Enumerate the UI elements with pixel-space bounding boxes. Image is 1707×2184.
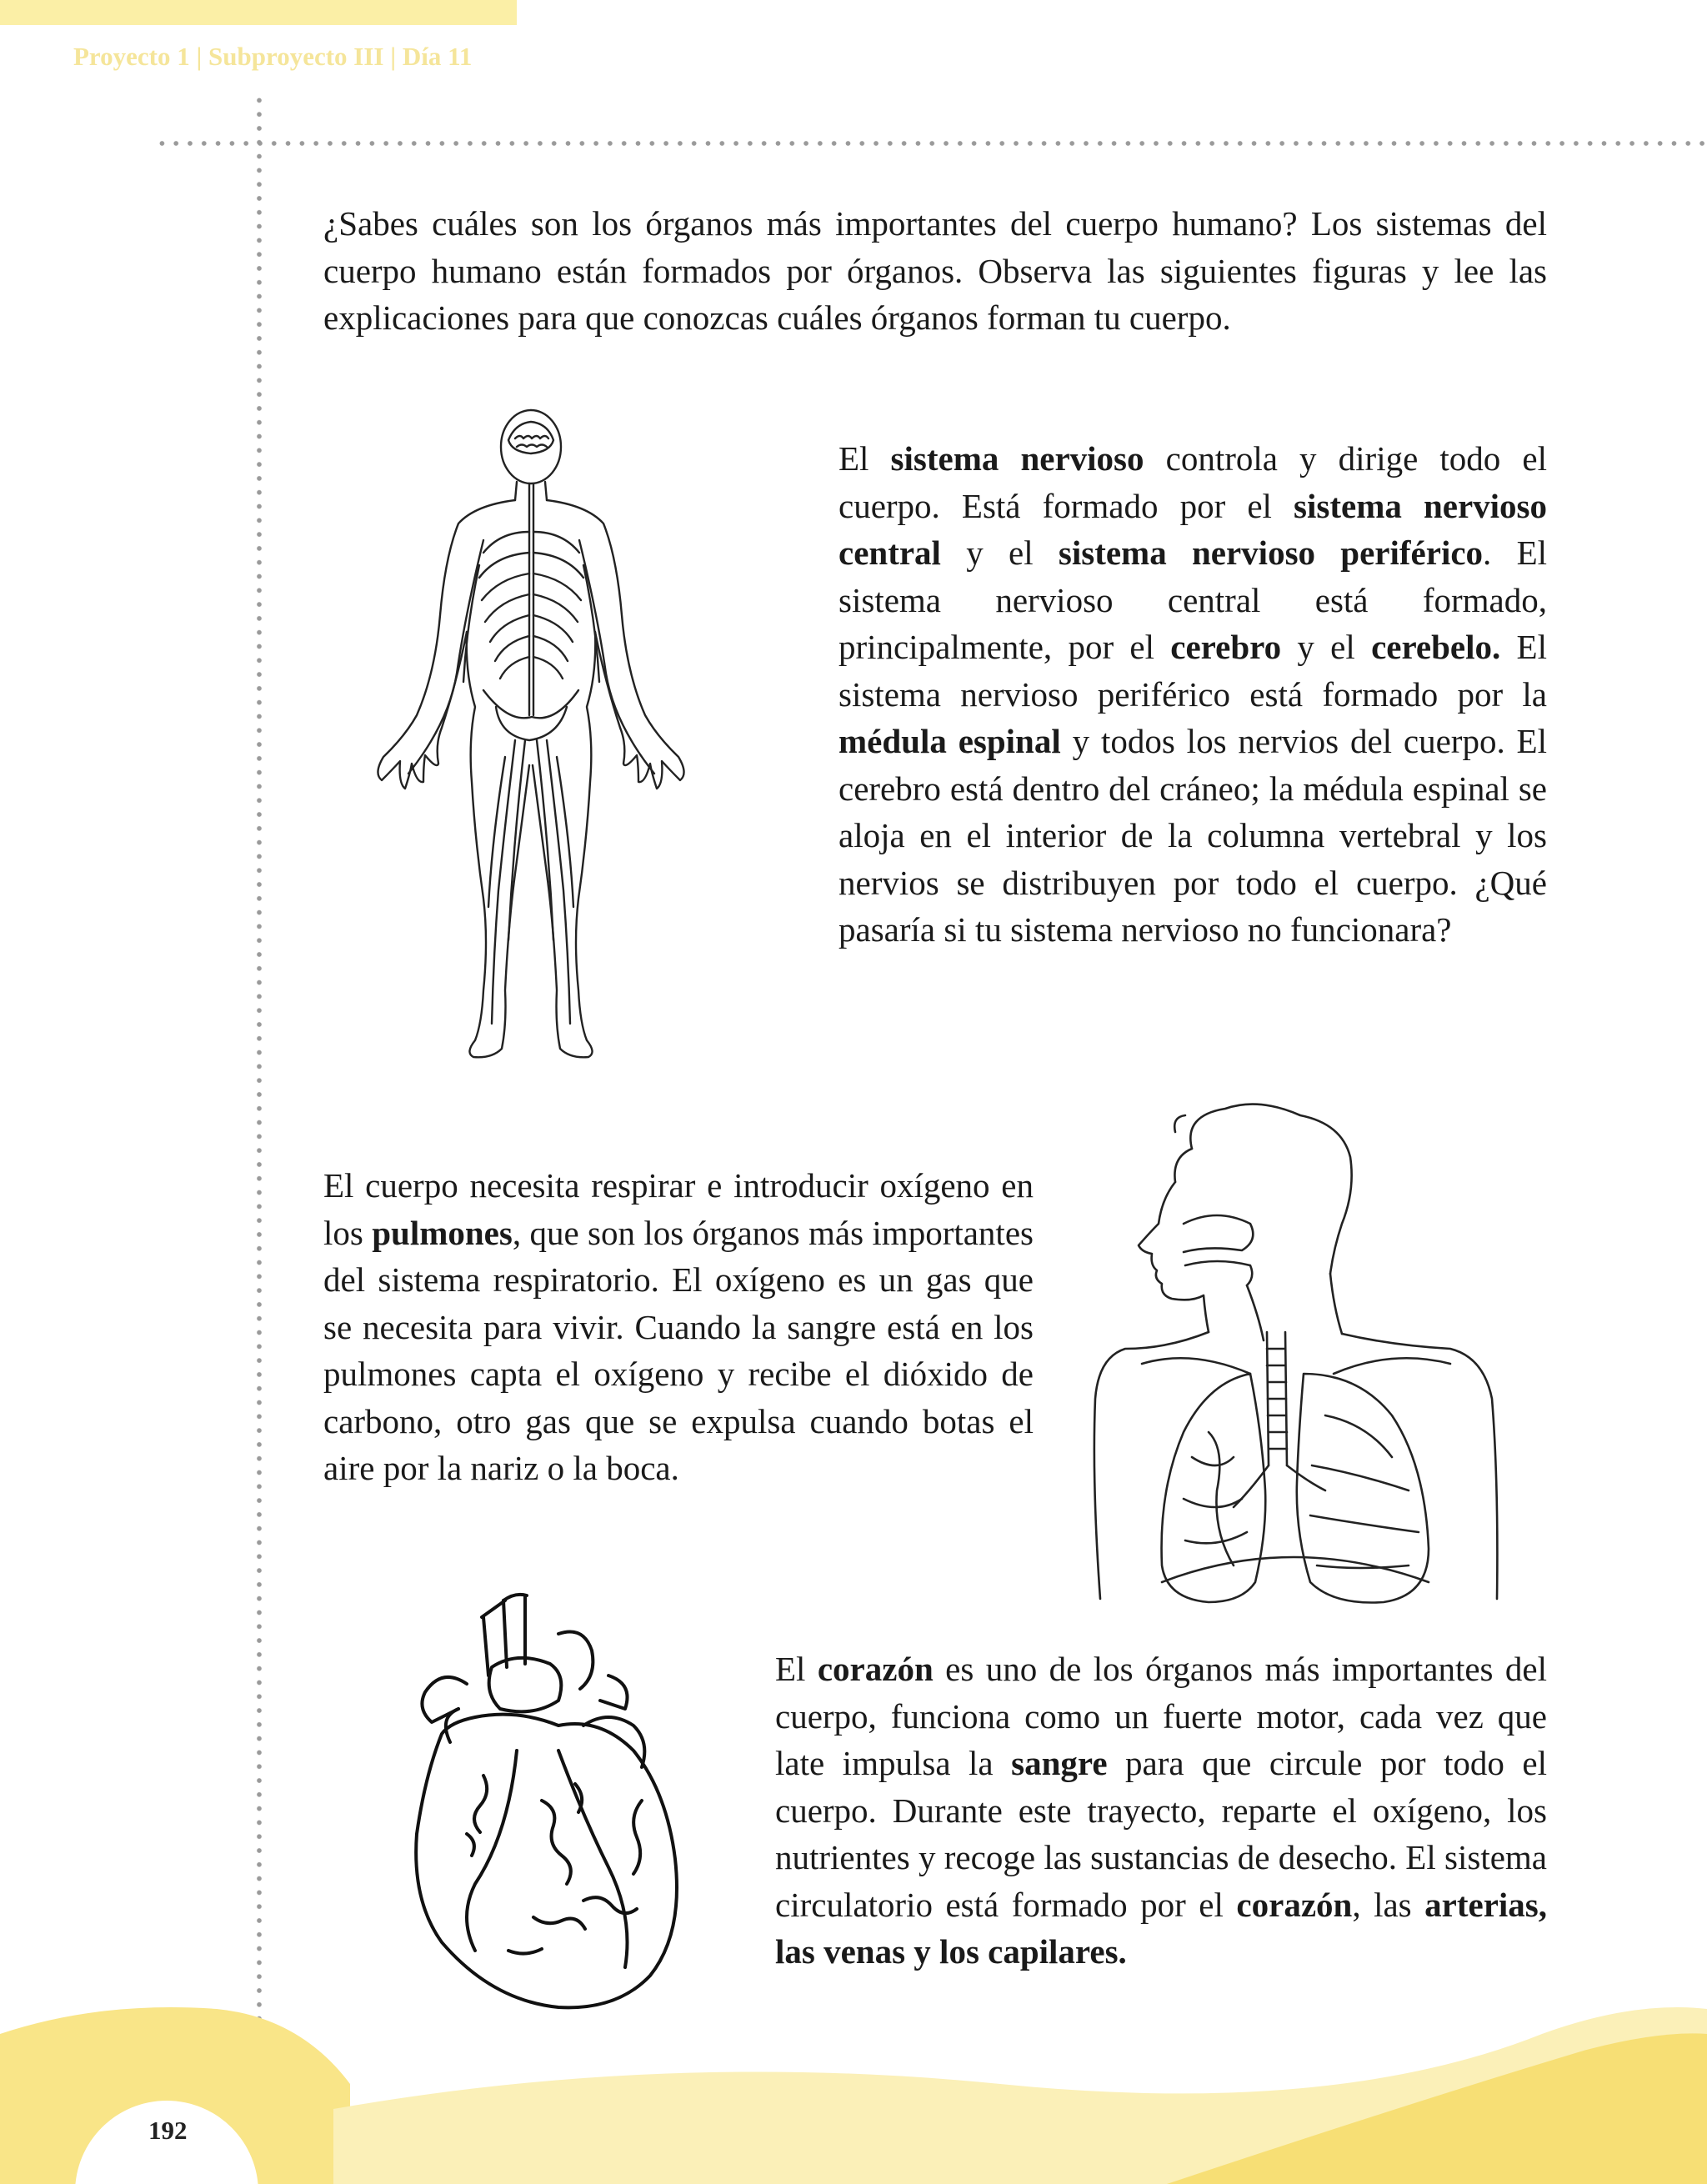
heart-illustration <box>392 1584 692 2017</box>
term-sistema-nervioso-central: sistema nervioso central <box>838 486 1547 572</box>
term-cerebro: cerebro <box>1170 628 1282 666</box>
term-corazon-2: corazón <box>1236 1885 1353 1924</box>
footer-wave-decoration <box>0 1984 1707 2184</box>
intro-paragraph: ¿Sabes cuáles son los órganos más importantes del cuerpo humano? Los sistemas del cuerpo humano están formados por órganos. Observa las siguientes figuras y lee las explicaciones para que conozcas cuáles órganos forman tu cuerpo. <box>323 204 1547 337</box>
term-sistema-nervioso-periferico: sistema nervioso periférico <box>1058 533 1484 572</box>
horizontal-dotted-rule <box>155 140 1707 147</box>
term-cerebelo: cerebelo. <box>1371 628 1501 666</box>
term-sistema-nervioso: sistema nervioso <box>890 439 1144 478</box>
running-header: Proyecto 1 | Subproyecto III | Día 11 <box>73 42 473 71</box>
page-number: 192 <box>148 2116 188 2145</box>
heart-paragraph: El corazón es uno de los órganos más importantes del cuerpo, funciona como un fuerte motor, cada vez que late impulsa la sangre para que circule por todo el cuerpo. Durante este trayecto, reparte el oxígeno, los nutrientes y recoge las sustancias de desecho. El sistema circulatorio está formado por el corazón, las arterias, las venas y los capilares. <box>775 1650 1548 1971</box>
vertical-dotted-rule <box>256 93 263 2061</box>
nervous-system-paragraph: El sistema nervioso controla y dirige todo el cuerpo. Está formado por el sistema nervioso central y el sistema nervioso periférico. El sistema nervioso central está formado, principalmente, por el cerebro y el cerebelo. El sistema nervioso periférico está formado por la médula espinal y todos los nervios del cuerpo. El cerebro está dentro del cráneo; la médula espinal se aloja en el interior de la columna vertebral y los nervios se distribuyen por todo el cuerpo. ¿Qué pasaría si tu sistema nervioso no funcionara? <box>838 439 1547 949</box>
respiratory-system-paragraph: El cuerpo necesita respirar e introducir oxígeno en los pulmones, que son los órganos más importantes del sistema respiratorio. El oxígeno es un gas que se necesita para vivir. Cuando la sangre está en los pulmones capta el oxígeno y recibe el dióxido de carbono, otro gas que se expulsa cuando botas el aire por la nariz o la boca. <box>323 1166 1034 1487</box>
term-pulmones: pulmones <box>372 1213 513 1252</box>
term-arterias-venas-capilares: arterias, las venas y los capilares. <box>775 1885 1547 1971</box>
respiratory-system-illustration <box>1092 1099 1509 1609</box>
nervous-system-illustration <box>358 407 725 1086</box>
term-sangre: sangre <box>1011 1744 1108 1782</box>
header-color-bar <box>0 0 517 25</box>
term-medula-espinal: médula espinal <box>838 722 1061 760</box>
term-corazon: corazón <box>817 1650 934 1688</box>
